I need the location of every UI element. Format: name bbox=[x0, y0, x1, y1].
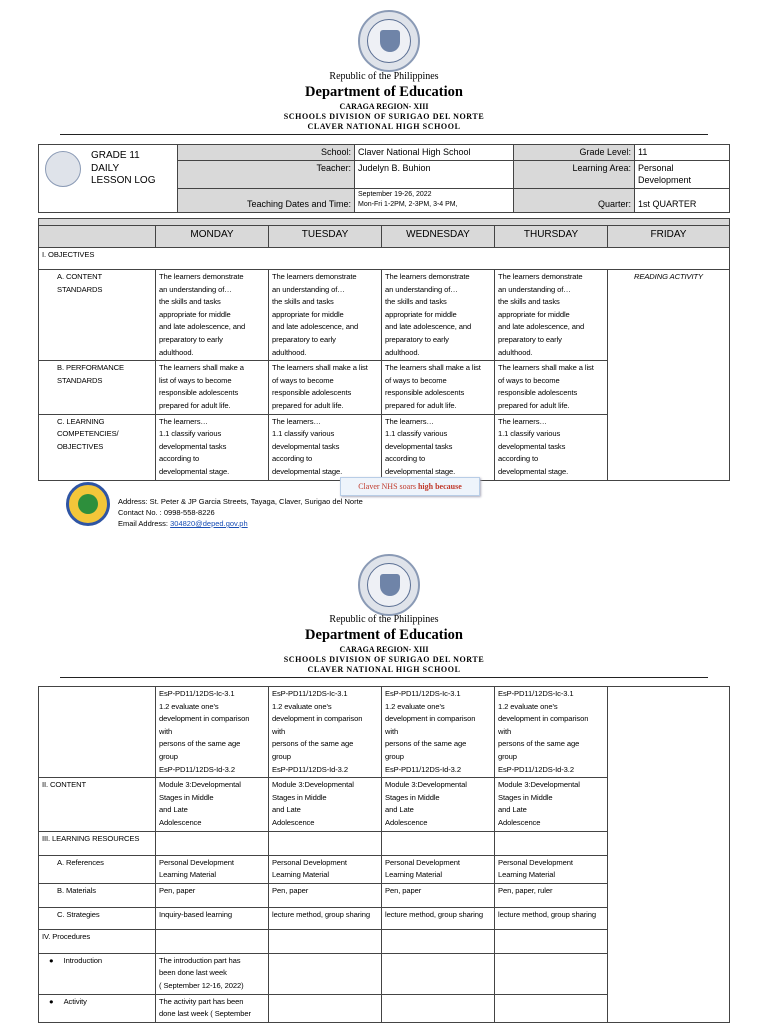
school-logo bbox=[66, 482, 110, 526]
dates-value: September 19-26, 2022 bbox=[358, 190, 432, 198]
references-label: A. References bbox=[39, 855, 156, 883]
performance-tue: The learners shall make a list of ways to become responsible adolescents prepared for adult life. bbox=[269, 361, 382, 414]
activity-label: Activity bbox=[63, 996, 87, 1006]
republic-line: Republic of the Philippines bbox=[329, 71, 439, 82]
competencies-label: C. LEARNING COMPETENCIES/ OBJECTIVES bbox=[39, 414, 156, 480]
content-standards-label: A. CONTENT STANDARDS bbox=[39, 270, 156, 361]
module-tue: Module 3:Developmental Stages in Middle and Late Adolescence bbox=[269, 778, 382, 831]
activity-label-cell bbox=[39, 994, 156, 1022]
department-title-page2: Department of Education bbox=[305, 627, 463, 643]
codes-wed: EsP-PD11/12DS-Ic-3.1 1.2 evaluate one's development in comparison with persons of the same age group EsP-PD11/12DS-Id-3.2 bbox=[382, 687, 495, 778]
log-header-table bbox=[38, 144, 730, 213]
introduction-label: Introduction bbox=[63, 955, 103, 965]
school-label: School: bbox=[178, 145, 355, 161]
materials-label: B. Materials bbox=[39, 883, 156, 907]
region-line-page2: CARAGA REGION- XIII bbox=[339, 645, 429, 654]
content-heading: II. CONTENT bbox=[39, 778, 156, 831]
teacher-value: Judelyn B. Buhion bbox=[355, 160, 514, 188]
module-thu: Module 3:Developmental Stages in Middle and Late Adolescence bbox=[495, 778, 608, 831]
activity-mon: The activity part has been done last week ( September bbox=[156, 994, 269, 1022]
lesson-log-label: LESSON LOG bbox=[91, 175, 156, 186]
friday-reading-activity: READING ACTIVITY bbox=[608, 270, 730, 481]
references-mon: Personal Development Learning Material bbox=[156, 855, 269, 883]
objectives-table bbox=[38, 218, 730, 481]
competencies-wed: The learners… 1.1 classify various developmental tasks according to developmental stage. bbox=[382, 414, 495, 480]
quarter-label: Quarter: bbox=[514, 188, 635, 212]
learning-resources-heading: III. LEARNING RESOURCES bbox=[39, 831, 156, 855]
materials-wed: Pen, paper bbox=[382, 883, 495, 907]
footer-email: Email Address: 304820@deped.gov.ph bbox=[118, 519, 248, 528]
performance-thu: The learners shall make a list of ways to become responsible adolescents prepared for adult life. bbox=[495, 361, 608, 414]
day-wednesday: WEDNESDAY bbox=[382, 226, 495, 248]
codes-tue: EsP-PD11/12DS-Ic-3.1 1.2 evaluate one's development in comparison with persons of the same age group EsP-PD11/12DS-Id-3.2 bbox=[269, 687, 382, 778]
corner-cell bbox=[39, 226, 156, 248]
header-rule bbox=[60, 134, 708, 135]
email-link[interactable]: 304820@deped.gov.ph bbox=[170, 519, 248, 528]
republic-line-page2: Republic of the Philippines bbox=[329, 614, 439, 625]
content-standards-mon: The learners demonstrate an understanding of… the skills and tasks appropriate for middle and late adolescence, and preparatory to early adulthood. bbox=[156, 270, 269, 361]
materials-tue: Pen, paper bbox=[269, 883, 382, 907]
region-line: CARAGA REGION- XIII bbox=[339, 102, 429, 111]
performance-label: B. PERFORMANCE STANDARDS bbox=[39, 361, 156, 414]
header-rule-page2 bbox=[60, 677, 708, 678]
strategies-label: C. Strategies bbox=[39, 907, 156, 929]
day-thursday: THURSDAY bbox=[495, 226, 608, 248]
deped-seal-small bbox=[45, 151, 81, 187]
bullet-icon: ● bbox=[49, 955, 54, 965]
blank-label bbox=[39, 687, 156, 778]
school-value: Claver National High School bbox=[355, 145, 514, 161]
materials-thu: Pen, paper, ruler bbox=[495, 883, 608, 907]
department-title: Department of Education bbox=[305, 84, 463, 100]
strategies-wed: lecture method, group sharing bbox=[382, 907, 495, 929]
module-wed: Module 3:Developmental Stages in Middle and Late Adolescence bbox=[382, 778, 495, 831]
deped-seal bbox=[358, 10, 420, 72]
teacher-label: Teacher: bbox=[178, 160, 355, 188]
school-line-page2: CLAVER NATIONAL HIGH SCHOOL bbox=[307, 665, 461, 674]
competencies-thu: The learners… 1.1 classify various developmental tasks according to developmental stage. bbox=[495, 414, 608, 480]
school-line: CLAVER NATIONAL HIGH SCHOOL bbox=[307, 122, 461, 131]
content-standards-thu: The learners demonstrate an understanding of… the skills and tasks appropriate for middle and late adolescence, and preparatory to early adulthood. bbox=[495, 270, 608, 361]
references-tue: Personal Development Learning Material bbox=[269, 855, 382, 883]
procedures-heading: IV. Procedures bbox=[39, 929, 156, 953]
grade-cell bbox=[39, 145, 178, 213]
dates-label: Teaching Dates and Time: bbox=[178, 188, 355, 212]
module-mon: Module 3:Developmental Stages in Middle and Late Adolescence bbox=[156, 778, 269, 831]
friday-blank bbox=[608, 687, 730, 1023]
references-thu: Personal Development Learning Material bbox=[495, 855, 608, 883]
grade-level-value: 11 bbox=[635, 145, 730, 161]
footer-contact-no: Contact No. : 0998-558-8226 bbox=[118, 508, 215, 517]
performance-mon: The learners shall make a list of ways to become responsible adolescents prepared for adult life. bbox=[156, 361, 269, 414]
objectives-heading: I. OBJECTIVES bbox=[39, 248, 730, 270]
grade-label: GRADE 11 bbox=[91, 150, 140, 161]
content-standards-tue: The learners demonstrate an understanding of… the skills and tasks appropriate for middle and late adolescence, and preparatory to early adulthood. bbox=[269, 270, 382, 361]
strategies-thu: lecture method, group sharing bbox=[495, 907, 608, 929]
competencies-tue: The learners… 1.1 classify various developmental tasks according to developmental stage. bbox=[269, 414, 382, 480]
content-standards-wed: The learners demonstrate an understanding of… the skills and tasks appropriate for middle and late adolescence, and preparatory to early adulthood. bbox=[382, 270, 495, 361]
codes-thu: EsP-PD11/12DS-Ic-3.1 1.2 evaluate one's development in comparison with persons of the same age group EsP-PD11/12DS-Id-3.2 bbox=[495, 687, 608, 778]
learning-area-label: Learning Area: bbox=[514, 160, 635, 188]
strategies-mon: Inquiry-based learning bbox=[156, 907, 269, 929]
grade-level-label: Grade Level: bbox=[514, 145, 635, 161]
time-value: Mon-Fri 1-2PM, 2-3PM, 3-4 PM, bbox=[358, 200, 458, 208]
quarter-value: 1st QUARTER bbox=[635, 188, 730, 212]
competencies-mon: The learners… 1.1 classify various developmental tasks according to developmental stage. bbox=[156, 414, 269, 480]
procedures-table bbox=[38, 686, 730, 1023]
deped-seal-page2 bbox=[358, 554, 420, 616]
day-friday: FRIDAY bbox=[608, 226, 730, 248]
references-wed: Personal Development Learning Material bbox=[382, 855, 495, 883]
footer-contact bbox=[118, 496, 363, 529]
day-tuesday: TUESDAY bbox=[269, 226, 382, 248]
day-monday: MONDAY bbox=[156, 226, 269, 248]
strategies-tue: lecture method, group sharing bbox=[269, 907, 382, 929]
division-line-page2: SCHOOLS DIVISION OF SURIGAO DEL NORTE bbox=[283, 655, 485, 664]
performance-wed: The learners shall make a list of ways to become responsible adolescents prepared for adult life. bbox=[382, 361, 495, 414]
daily-label: DAILY bbox=[91, 162, 120, 174]
learning-area-value: Personal Development bbox=[635, 160, 730, 188]
footer-address: Address: St. Peter & JP Garcia Streets, Tayaga, Claver, Surigao del Norte bbox=[118, 497, 363, 506]
introduction-mon: The introduction part has been done last week ( September 12-16, 2022) bbox=[156, 953, 269, 994]
spacer-row bbox=[39, 219, 730, 226]
bullet-icon: ● bbox=[49, 996, 54, 1006]
codes-mon: EsP-PD11/12DS-Ic-3.1 1.2 evaluate one's development in comparison with persons of the same age group EsP-PD11/12DS-Id-3.2 bbox=[156, 687, 269, 778]
materials-mon: Pen, paper bbox=[156, 883, 269, 907]
division-line: SCHOOLS DIVISION OF SURIGAO DEL NORTE bbox=[283, 112, 485, 121]
introduction-label-cell bbox=[39, 953, 156, 994]
motto-banner: Claver NHS soars high because bbox=[340, 477, 480, 496]
dates-cell bbox=[355, 188, 514, 212]
